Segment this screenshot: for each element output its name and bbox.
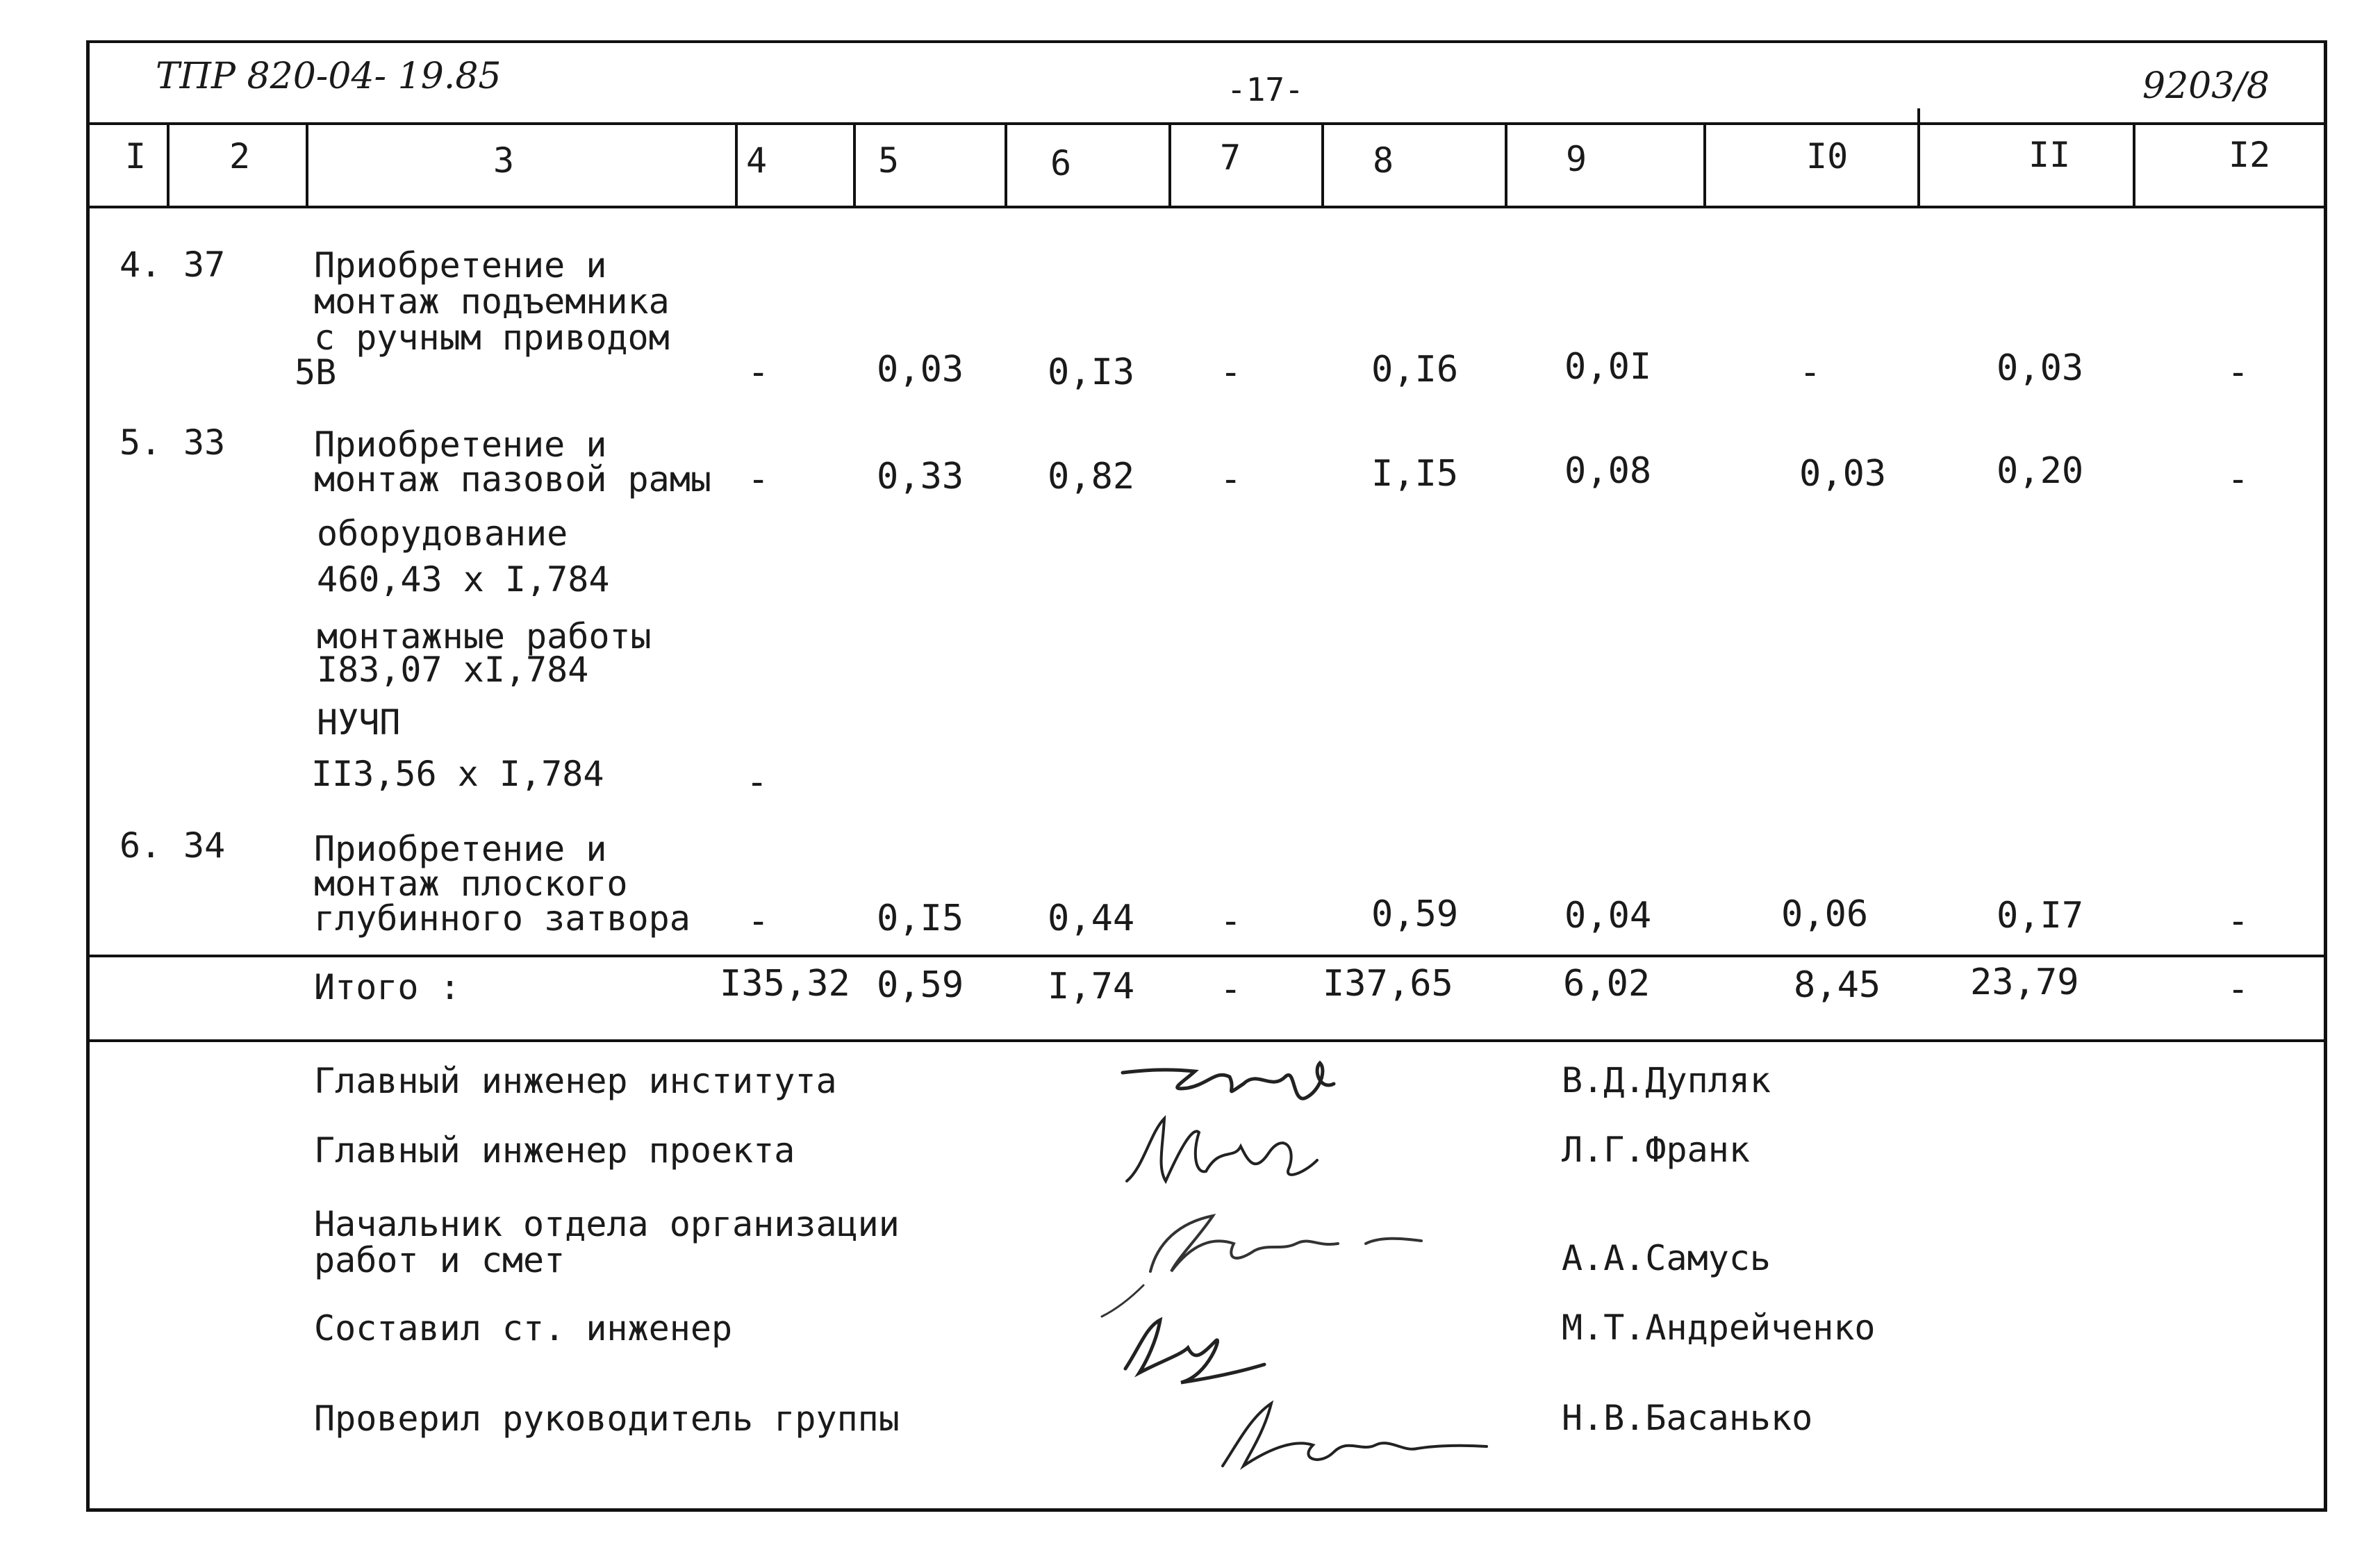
col-divider — [1321, 122, 1324, 206]
table-cell-col6: 0,44 — [1048, 898, 1135, 939]
col-divider — [1505, 122, 1507, 206]
document-code: ТПР 820-04- 19.85 — [156, 56, 502, 97]
col-divider — [853, 122, 856, 206]
signature-name: Л.Г.Франк — [1562, 1130, 1750, 1170]
column-header-6: 6 — [1050, 143, 1072, 183]
table-row-description: глубинного затвора — [314, 898, 691, 939]
table-row-code: 34 — [183, 825, 226, 866]
total-top-rule — [86, 955, 2327, 957]
column-header-10: I0 — [1806, 136, 1849, 176]
table-row-index: 5. — [119, 422, 162, 463]
col-divider — [1703, 122, 1706, 206]
handwritten-signature-3 — [1074, 1195, 1449, 1320]
table-row-index: 6. — [119, 825, 162, 866]
total-col7: - — [1220, 968, 1242, 1010]
table-row-description: с ручным приводом — [314, 317, 670, 358]
table-cell-col10: - — [1799, 352, 1821, 393]
row-note-mark: - — [746, 761, 768, 803]
handwritten-signature-2 — [1123, 1105, 1331, 1195]
header-rule — [86, 122, 2327, 125]
table-cell-col8: I,I5 — [1371, 453, 1459, 495]
col-divider — [306, 122, 308, 206]
table-cell-col4: - — [747, 352, 770, 393]
col-divider — [167, 122, 170, 206]
table-cell-col10: 0,03 — [1799, 453, 1887, 495]
table-row-code: 37 — [183, 245, 226, 285]
row-note: монтажные работы — [317, 616, 652, 657]
page-number: -17- — [1227, 71, 1304, 108]
column-header-3: 3 — [493, 140, 515, 181]
table-cell-col7: - — [1220, 352, 1242, 393]
table-cell-col12: - — [2227, 352, 2249, 393]
column-header-11: II — [2028, 135, 2071, 175]
table-cell-col11: 0,03 — [1997, 347, 2084, 389]
total-col11: 23,79 — [1970, 962, 2079, 1003]
table-row-description: монтаж подъемника — [314, 281, 670, 322]
table-cell-col10: 0,06 — [1781, 893, 1869, 935]
signature-name: В.Д.Дупляк — [1562, 1060, 1771, 1100]
column-header-rule — [86, 206, 2327, 208]
table-cell-col8: 0,I6 — [1371, 349, 1459, 390]
table-row-index: 4. — [119, 245, 162, 285]
signature-name: М.Т.Андрейченко — [1562, 1308, 1876, 1348]
row-note: I83,07 xI,784 — [317, 650, 589, 690]
table-cell-col6: 0,I3 — [1048, 352, 1135, 393]
table-cell-col9: 0,04 — [1564, 895, 1652, 937]
total-col6: I,74 — [1048, 966, 1135, 1007]
table-row-description: Приобретение и — [314, 245, 607, 286]
table-cell-col11: 0,I7 — [1997, 895, 2084, 937]
table-cell-col4: - — [747, 900, 770, 942]
column-header-8: 8 — [1373, 140, 1394, 181]
total-col9: 6,02 — [1563, 963, 1651, 1005]
table-row-description: Приобретение и — [314, 829, 607, 869]
table-row-description: монтаж плоского — [314, 864, 628, 904]
table-cell-col9: 0,0I — [1564, 346, 1652, 388]
column-header-2: 2 — [229, 136, 251, 176]
row-note: НУЧП — [317, 702, 401, 743]
table-cell-col5: 0,03 — [877, 349, 964, 390]
row-note: 460,43 x I,784 — [317, 559, 610, 600]
column-header-7: 7 — [1220, 138, 1241, 178]
handwritten-signature-4 — [1098, 1306, 1278, 1396]
col-divider — [735, 122, 738, 206]
signature-position: Проверил руководитель группы — [314, 1399, 900, 1439]
sheet-code: 9203/8 — [2142, 65, 2270, 107]
table-row-description: Приобретение и — [314, 424, 607, 465]
row-note: оборудование — [317, 513, 568, 554]
col-divider — [2133, 122, 2135, 206]
column-header-1: I — [125, 136, 147, 176]
column-header-9: 9 — [1566, 139, 1587, 179]
table-cell-col6: 0,82 — [1048, 456, 1135, 497]
table-cell-col12: - — [2227, 900, 2249, 942]
table-cell-col4: - — [747, 459, 770, 500]
total-label: Итого : — [314, 967, 461, 1007]
table-cell-col7: - — [1220, 459, 1242, 500]
total-col12: - — [2227, 968, 2249, 1010]
table-row-description: монтаж пазовой рамы — [314, 459, 711, 500]
table-cell-col5: 0,I5 — [877, 898, 964, 939]
column-header-12: I2 — [2229, 135, 2271, 175]
signature-name: Н.В.Басанько — [1562, 1398, 1813, 1438]
signature-position: Начальник отдела организации работ и смет — [314, 1204, 900, 1280]
table-row-description: 5В — [295, 352, 337, 393]
table-row-code: 33 — [183, 422, 226, 463]
total-col10: 8,45 — [1794, 964, 1881, 1006]
handwritten-signature-1 — [1118, 1049, 1341, 1112]
table-cell-col8: 0,59 — [1371, 893, 1459, 935]
signature-name: А.А.Самусь — [1562, 1238, 1771, 1278]
column-header-5: 5 — [878, 140, 900, 181]
total-col8: I37,65 — [1323, 963, 1453, 1005]
column-header-4: 4 — [746, 140, 768, 181]
table-cell-col7: - — [1220, 900, 1242, 942]
total-col5: 0,59 — [877, 964, 964, 1006]
col-divider — [1168, 122, 1171, 206]
table-cell-col5: 0,33 — [877, 456, 964, 497]
total-bottom-rule — [86, 1039, 2327, 1042]
handwritten-signature-5 — [1209, 1389, 1501, 1480]
row-note: II3,56 x I,784 — [311, 754, 604, 794]
col-divider — [1005, 122, 1007, 206]
table-cell-col9: 0,08 — [1564, 450, 1652, 492]
col-divider — [1917, 108, 1920, 206]
signature-position: Главный инженер института — [314, 1061, 837, 1101]
table-cell-col11: 0,20 — [1997, 450, 2084, 492]
signature-position: Главный инженер проекта — [314, 1130, 795, 1171]
table-cell-col12: - — [2227, 459, 2249, 500]
signature-position: Составил ст. инженер — [314, 1308, 733, 1348]
total-col4: I35,32 — [720, 963, 850, 1005]
